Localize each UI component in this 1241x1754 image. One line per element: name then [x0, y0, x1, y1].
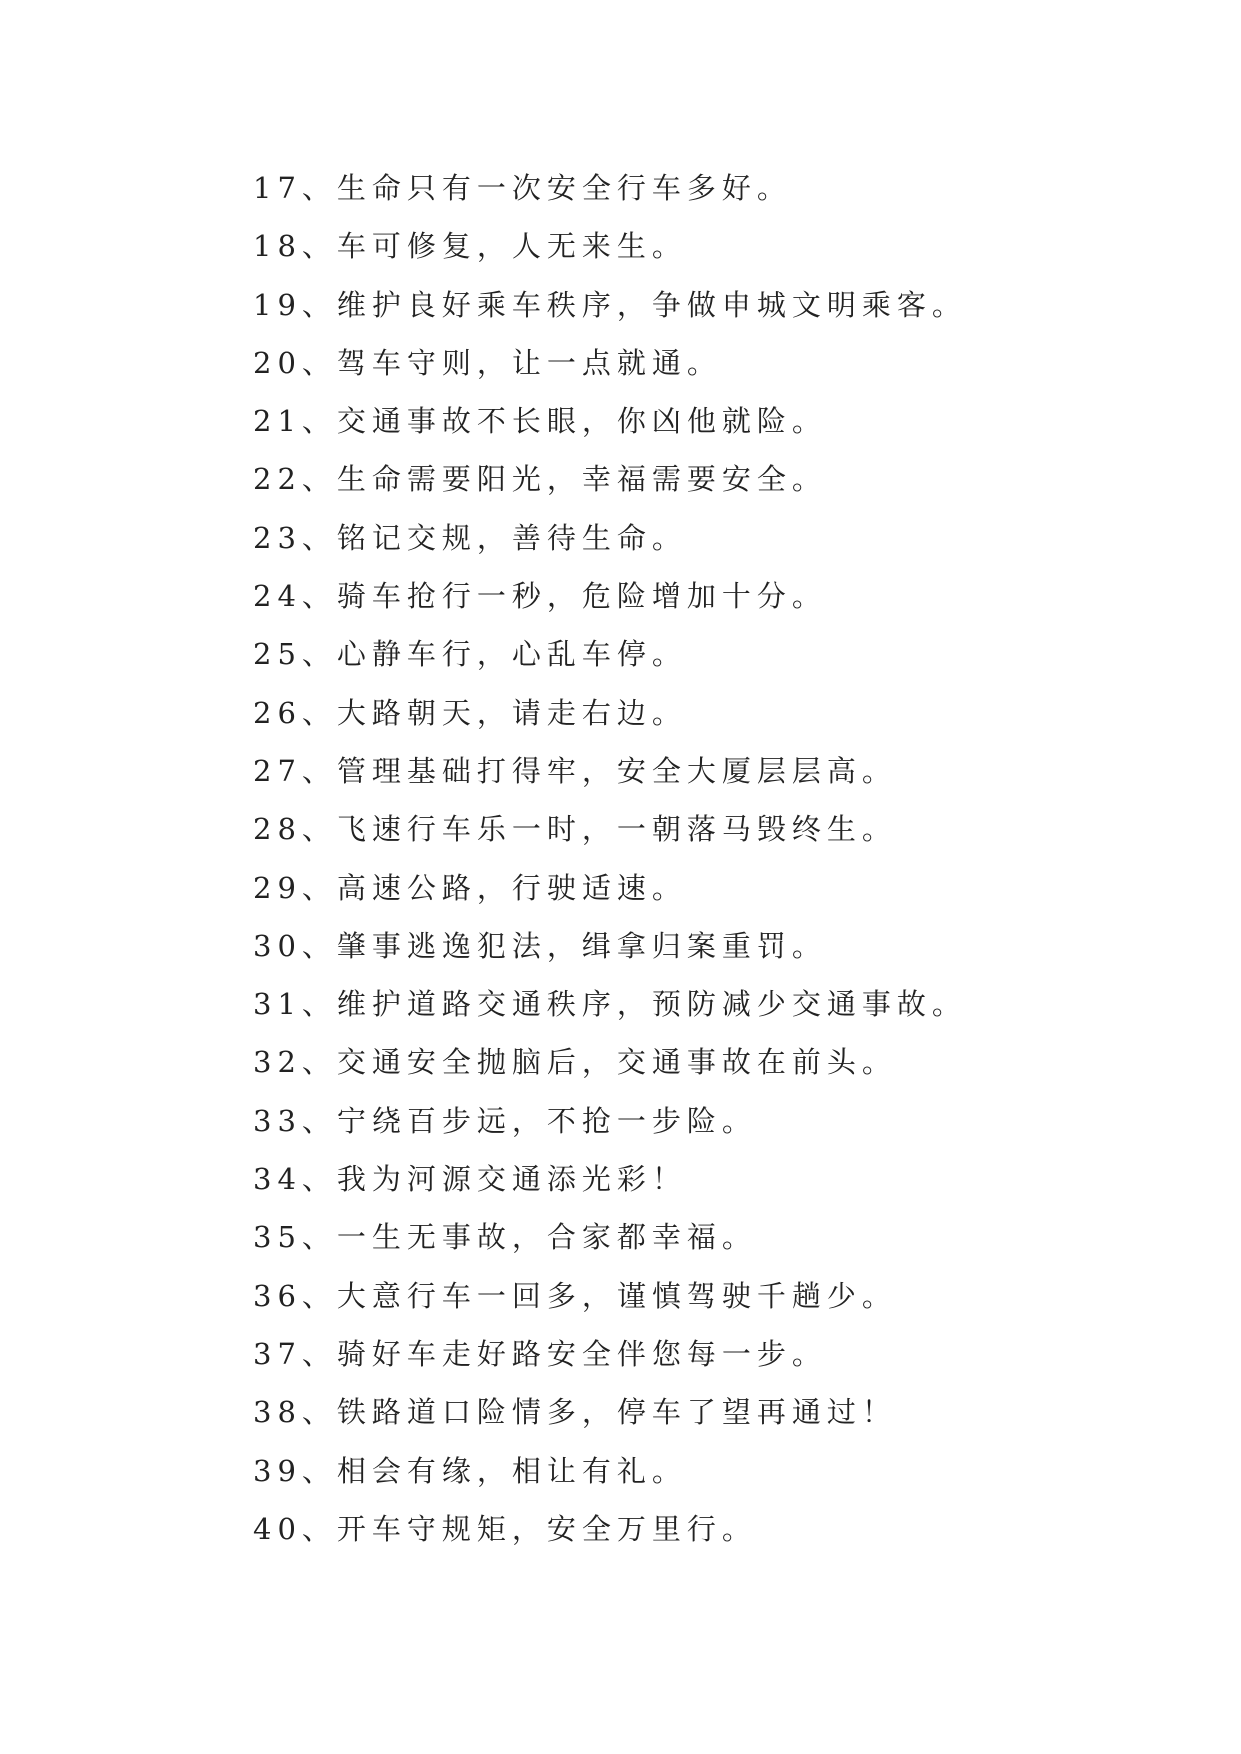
list-item: 40、开车守规矩，安全万里行。 — [253, 1511, 757, 1546]
list-item: 22、生命需要阳光，幸福需要安全。 — [253, 462, 827, 497]
list-item: 24、骑车抢行一秒，危险增加十分。 — [253, 579, 827, 614]
list-item: 26、大路朝天，请走右边。 — [253, 695, 687, 730]
list-item: 33、宁绕百步远，不抢一步险。 — [253, 1103, 757, 1138]
list-item: 23、铭记交规，善待生命。 — [253, 520, 687, 555]
list-item: 31、维护道路交通秩序，预防减少交通事故。 — [253, 987, 967, 1022]
slogan-list — [253, 159, 967, 1558]
list-item: 30、肇事逃逸犯法，缉拿归案重罚。 — [253, 928, 827, 963]
list-item: 35、一生无事故，合家都幸福。 — [253, 1220, 757, 1255]
list-item: 20、驾车守则，让一点就通。 — [253, 345, 722, 380]
list-item: 17、生命只有一次安全行车多好。 — [253, 171, 792, 205]
list-item: 39、相会有缘，相让有礼。 — [253, 1453, 687, 1488]
list-item: 18、车可修复，人无来生。 — [253, 229, 687, 264]
list-item: 32、交通安全抛脑后，交通事故在前头。 — [253, 1045, 897, 1080]
list-item: 37、骑好车走好路安全伴您每一步。 — [253, 1336, 827, 1371]
list-item: 34、我为河源交通添光彩！ — [253, 1162, 687, 1197]
list-item: 21、交通事故不长眼，你凶他就险。 — [253, 404, 827, 439]
list-item: 25、心静车行，心乱车停。 — [253, 637, 687, 672]
list-item: 27、管理基础打得牢，安全大厦层层高。 — [253, 753, 897, 788]
list-item: 29、高速公路，行驶适速。 — [253, 870, 687, 905]
list-item: 28、飞速行车乐一时，一朝落马毁终生。 — [253, 812, 897, 847]
list-item: 38、铁路道口险情多，停车了望再通过！ — [253, 1395, 897, 1430]
list-item: 19、维护良好乘车秩序，争做申城文明乘客。 — [253, 287, 967, 322]
list-item: 36、大意行车一回多，谨慎驾驶千趟少。 — [253, 1278, 897, 1313]
